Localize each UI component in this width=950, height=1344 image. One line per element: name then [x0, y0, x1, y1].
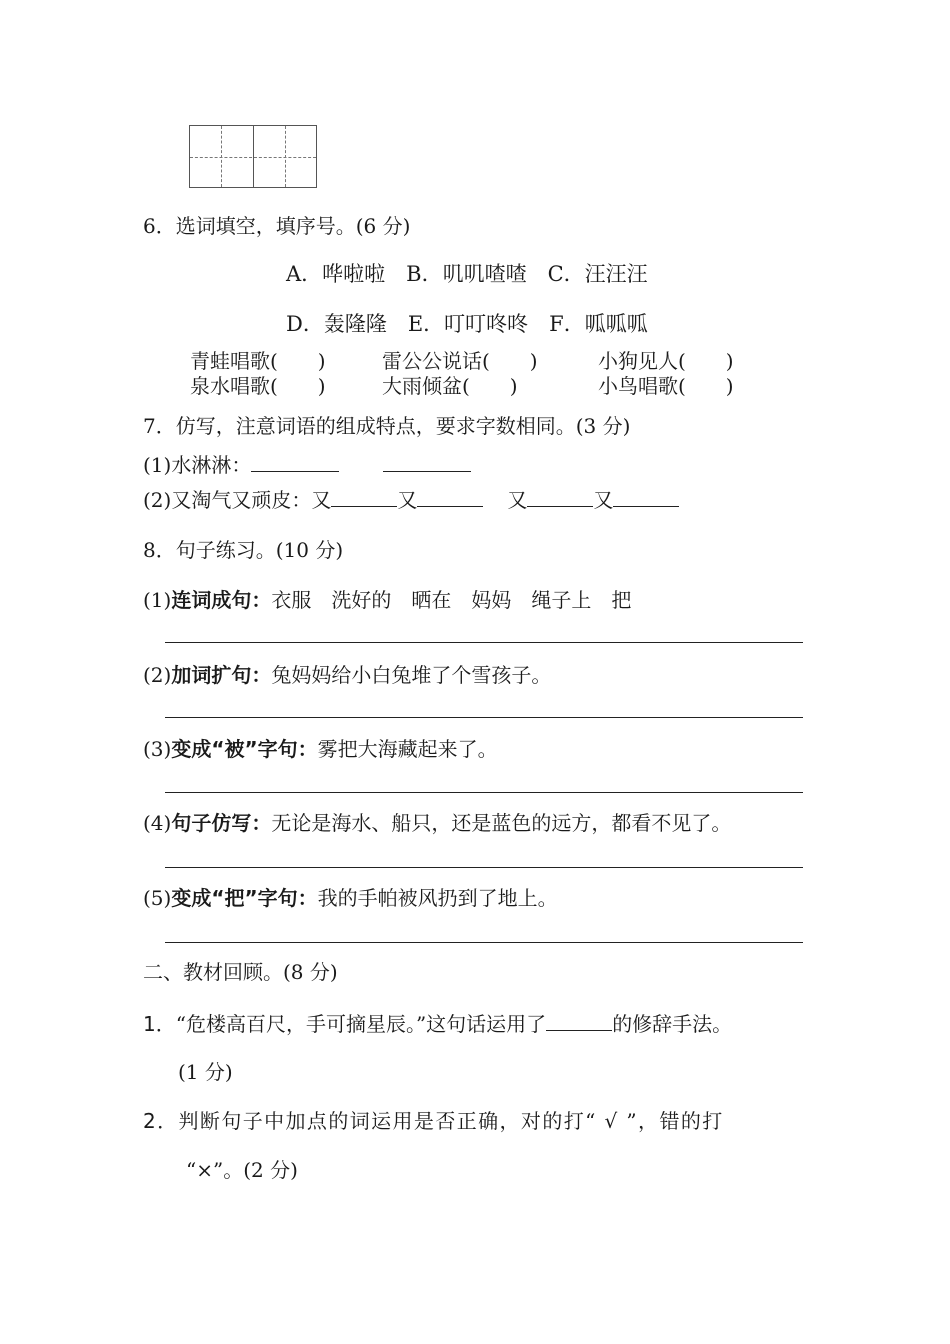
q8-item-1	[143, 590, 631, 610]
answer-blank[interactable]	[417, 488, 483, 507]
item-content: 我的手帕被风扔到了地上。	[317, 886, 558, 910]
q6-item[interactable]: 青蛙唱歌( )	[190, 349, 326, 373]
q6-options-row1: A．哗啦啦 B．叽叽喳喳 C．汪汪汪	[286, 262, 648, 286]
item-number: (2)	[143, 663, 172, 687]
question-number: 2．	[143, 1109, 179, 1133]
you-char: 又	[397, 488, 418, 512]
q7-item-2	[143, 488, 679, 510]
answer-line[interactable]	[165, 792, 803, 793]
you-char: 又	[593, 488, 614, 512]
q6-item[interactable]: 小鸟唱歌( )	[598, 374, 734, 398]
section2-q2	[143, 1111, 724, 1131]
item-content: 无论是海水、船只，还是蓝色的远方，都看不见了。	[271, 811, 732, 835]
item-content: 兔妈妈给小白兔堆了个雪孩子。	[271, 663, 552, 687]
answer-line[interactable]	[165, 642, 803, 643]
q7-item-2-prefix: (2)又淘气又顽皮：	[143, 488, 312, 512]
item-number: (4)	[143, 811, 172, 835]
question-text: “危楼高百尺，手可摘星辰。”这句话运用了	[175, 1012, 547, 1036]
q8-title: 8．句子练习。(10 分)	[143, 538, 344, 562]
section2-q2-line2: “×”。(2 分)	[186, 1158, 298, 1182]
you-char: 又	[311, 488, 332, 512]
q6-title: 6．选词填空，填序号。(6 分)	[143, 214, 411, 238]
item-content: 雾把大海藏起来了。	[317, 737, 498, 761]
item-type: 加词扩句：	[171, 663, 272, 687]
item-content: 衣服 洗好的 晒在 妈妈 绳子上 把	[271, 588, 632, 612]
item-type: 变成“被”字句：	[171, 737, 318, 761]
q8-item-3	[143, 739, 498, 759]
answer-blank[interactable]	[251, 453, 339, 472]
q6-item[interactable]: 泉水唱歌( )	[190, 374, 326, 398]
question-text: 判断句子中加点的词运用是否正确，对的打“ √ ”，错的打	[178, 1109, 724, 1133]
q8-item-4	[143, 813, 731, 833]
grid-dashed-line	[190, 157, 316, 158]
answer-line[interactable]	[165, 717, 803, 718]
answer-blank[interactable]	[331, 488, 397, 507]
item-type: 变成“把”字句：	[171, 886, 318, 910]
item-number: (5)	[143, 886, 172, 910]
you-char: 又	[507, 488, 528, 512]
q7-item-1-prefix: (1)水淋淋：	[143, 453, 252, 477]
q6-item[interactable]: 雷公公说话( )	[382, 349, 538, 373]
answer-blank[interactable]	[546, 1012, 612, 1031]
writing-grid[interactable]	[189, 125, 317, 188]
q7-title: 7．仿写，注意词语的组成特点，要求字数相同。(3 分)	[143, 414, 631, 438]
section2-q1-score: (1 分)	[178, 1060, 233, 1084]
answer-blank[interactable]	[527, 488, 593, 507]
item-type: 连词成句：	[171, 588, 272, 612]
q6-item[interactable]: 大雨倾盆( )	[382, 374, 518, 398]
q8-item-5	[143, 888, 558, 908]
q6-item[interactable]: 小狗见人( )	[598, 349, 734, 373]
item-number: (3)	[143, 737, 172, 761]
section2-q1	[143, 1012, 732, 1034]
q8-item-2	[143, 665, 551, 685]
item-number: (1)	[143, 588, 172, 612]
answer-line[interactable]	[165, 867, 803, 868]
question-number: 1．	[143, 1012, 176, 1036]
question-text: 的修辞手法。	[612, 1012, 733, 1036]
item-type: 句子仿写：	[171, 811, 272, 835]
answer-blank[interactable]	[613, 488, 679, 507]
answer-line[interactable]	[165, 942, 803, 943]
q7-item-1	[143, 453, 471, 475]
q6-options-row2: D．轰隆隆 E．叮叮咚咚 F．呱呱呱	[286, 312, 648, 336]
answer-blank[interactable]	[383, 453, 471, 472]
section2-title: 二、教材回顾。(8 分)	[143, 960, 338, 984]
